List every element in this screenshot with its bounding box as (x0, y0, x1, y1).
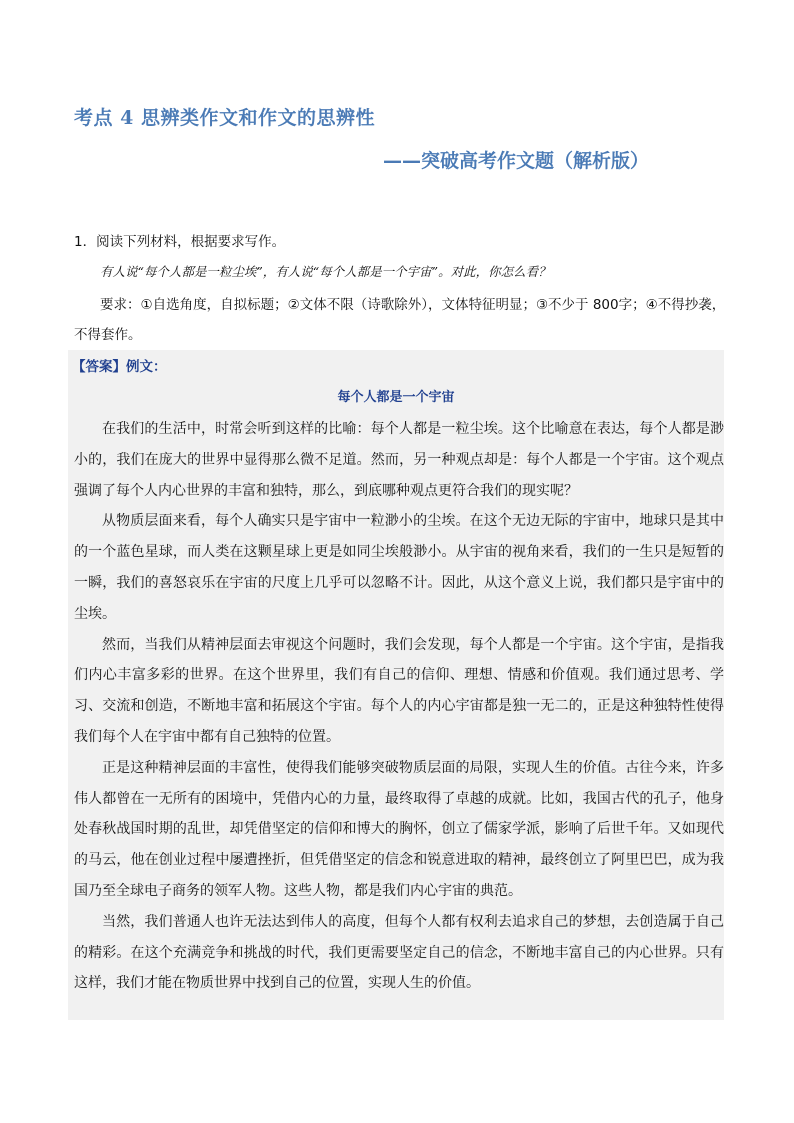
essay-paragraph: 正是这种精神层面的丰富性，使得我们能够突破物质层面的局限，实现人生的价值。古往今来，许多伟人都曾在一无所有的困境中，凭借内心的力量，最终取得了卓越的成就。比如，我国古代的孔子，他身处春秋战国时期的乱世，却凭借坚定的信仰和博大的胸怀，创立了儒家学派，影响了后世千年。又如现代的马云，他在创业过程中屡遭挫折，但凭借坚定的信念和锐意进取的精神，最终创立了阿里巴巴，成为我国乃至全球电子商务的领军人物。这些人物，都是我们内心宇宙的典范。 (74, 759, 724, 899)
essay-paragraph: 在我们的生活中，时常会听到这样的比喻：每个人都是一粒尘埃。这个比喻意在表达，每个人都是渺小的，我们在庞大的世界中显得那么微不足道。然而，另一种观点却是：每个人都是一个宇宙。这个观点强调了每个人内心世界的丰富和独特，那么，到底哪种观点更符合我们的现实呢？ (74, 421, 724, 499)
essay-body (74, 414, 724, 999)
question-requirements: 要求：①自选角度，自拟标题；②文体不限（诗歌除外），文体特征明显；③不少于 800字；④不得抄袭，不得套作。 (74, 297, 726, 343)
essay-paragraph: 从物质层面来看，每个人确实只是宇宙中一粒渺小的尘埃。在这个无边无际的宇宙中，地球只是其中的一个蓝色星球，而人类在这颗星球上更是如同尘埃般渺小。从宇宙的视角来看，我们的一生只是短暂的一瞬，我们的喜怒哀乐在宇宙的尺度上几乎可以忽略不计。因此，从这个意义上说，我们都只是宇宙中的尘埃。 (74, 513, 724, 622)
answer-section (68, 350, 724, 1020)
answer-label: 【答案】例文： (72, 359, 167, 375)
essay-paragraph: 然而，当我们从精神层面去审视这个问题时，我们会发现，每个人都是一个宇宙。这个宇宙，是指我们内心丰富多彩的世界。在这个世界里，我们有自己的信仰、理想、情感和价值观。我们通过思考、学习、交流和创造，不断地丰富和拓展这个宇宙。每个人的内心宇宙都是独一无二的，正是这种独特性使得我们每个人在宇宙中都有自己独特的位置。 (74, 636, 724, 745)
document-title: 考点 4 思辨类作文和作文的思辨性 (74, 107, 375, 129)
question-prompt: 1．阅读下列材料，根据要求写作。 (74, 234, 286, 250)
document-subtitle: ——突破高考作文题（解析版） (383, 150, 650, 172)
essay-title: 每个人都是一个宇宙 (337, 390, 455, 405)
essay-paragraph: 当然，我们普通人也许无法达到伟人的高度，但每个人都有权利去追求自己的梦想，去创造属于自己的精彩。在这个充满竞争和挑战的时代，我们更需要坚定自己的信念，不断地丰富自己的内心世界。只有这样，我们才能在物质世界中找到自己的位置，实现人生的价值。 (74, 913, 724, 992)
question-material: 有人说“每个人都是一粒尘埃”，有人说“每个人都是一个宇宙”。对此，你怎么看？ (100, 264, 551, 279)
